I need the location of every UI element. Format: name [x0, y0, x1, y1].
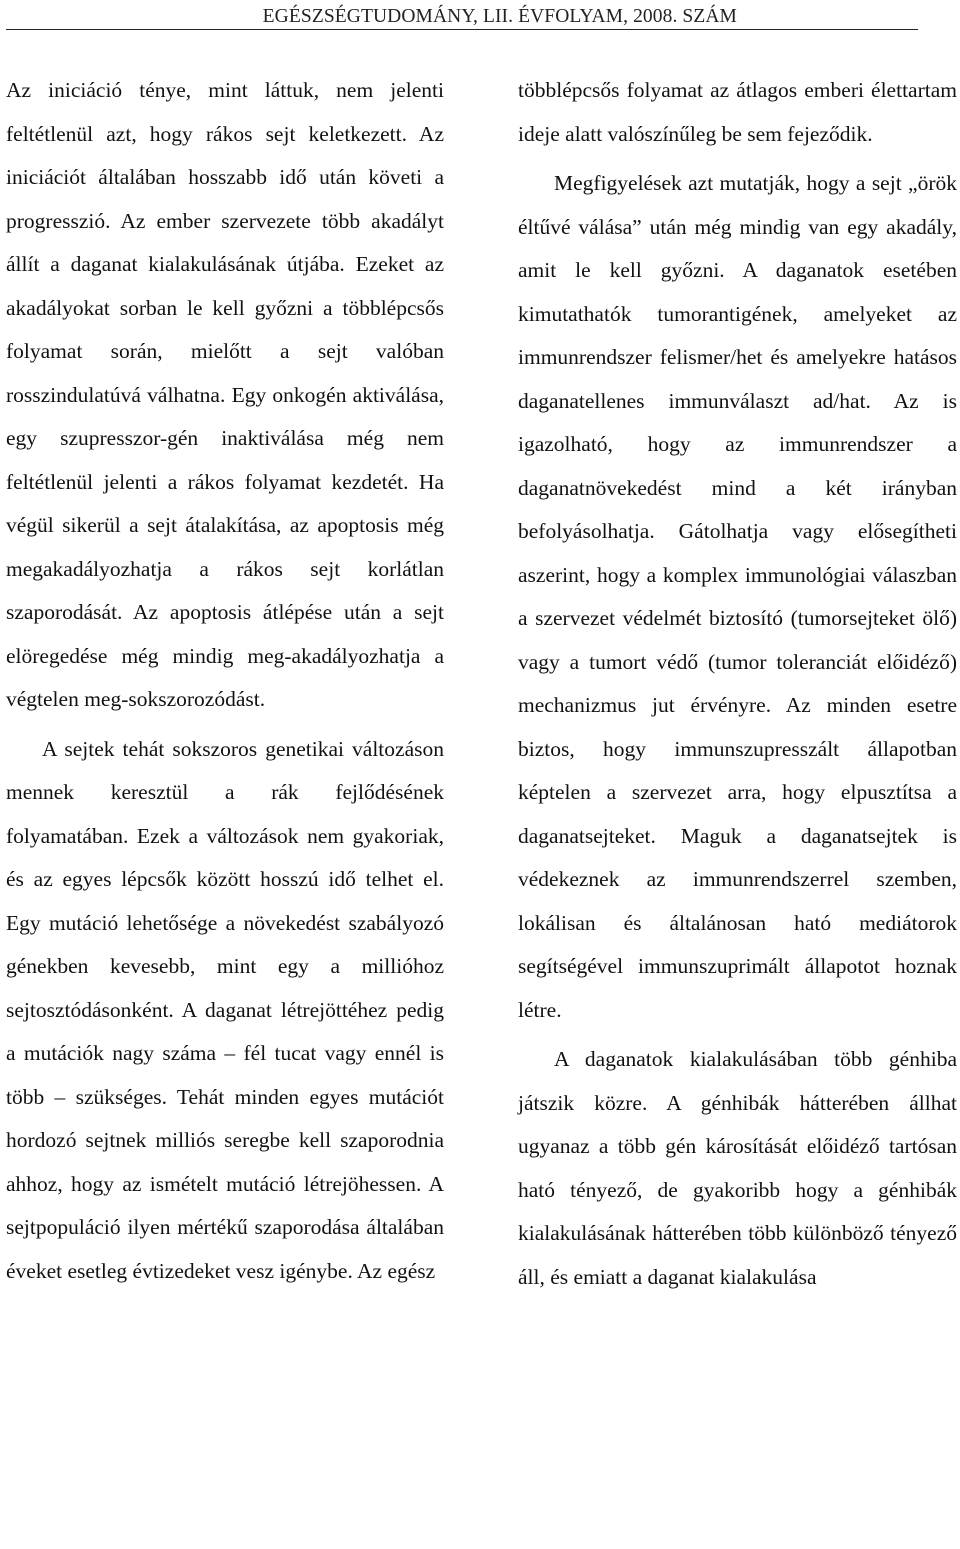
- running-title: EGÉSZSÉGTUDOMÁNY, LII. ÉVFOLYAM, 2008. SZÁM: [262, 6, 737, 27]
- paragraph: többlépcsős folyamat az átlagos emberi élettartam ideje alatt valószínűleg be sem fejeződik.: [518, 78, 957, 146]
- paragraph: Az iniciáció ténye, mint láttuk, nem jelenti feltétlenül azt, hogy rákos sejt keletkezett. Az iniciációt általában hosszabb idő után követi a progresszió. Az ember szervezete több akadályt állít a daganat kialakulásának útjába. Ezeket az akadályokat sorban le kell győzni a többlépcsős folyamat során, mielőtt a sejt valóban rosszindulatúvá válhatna. Egy onkogén aktiválása, egy szupresszor-gén inaktiválása még nem feltétlenül jelenti a rákos folyamat kezdetét. Ha végül sikerül a sejt átalakítása, az apoptosis még megakadályozhatja a rákos sejt korlátlan szaporodását. Az apoptosis átlépése után a sejt elöregedése még mindig meg-akadályozhatja a végtelen meg-sokszorozódást.: [6, 78, 444, 711]
- left-column: [6, 69, 444, 1293]
- page-header: [0, 0, 960, 34]
- right-column: [518, 69, 957, 1299]
- paragraph: A sejtek tehát sokszoros genetikai változáson mennek keresztül a rák fejlődésének folyamatában. Ezek a változások nem gyakoriak, és az egyes lépcsők között hosszú idő telhet el. Egy mutáció lehetősége a növekedést szabályozó génekben kevesebb, mint egy a millióhoz sejtosztódásonként. A daganat létrejöttéhez pedig a mutációk nagy száma – fél tucat vagy ennél is több – szükséges. Tehát minden egyes mutációt hordozó sejtnek milliós seregbe kell szaporodnia ahhoz, hogy az ismételt mutáció létrejöhessen. A sejtpopuláció ilyen mértékű szaporodása általában éveket esetleg évtizedeket vesz igénybe. Az egész: [6, 736, 444, 1283]
- header-rule: [6, 29, 918, 30]
- paragraph: A daganatok kialakulásában több génhiba játszik közre. A génhibák hátterében állhat ugyanaz a több gén károsítását előidéző tartósan ható tényező, de gyakoribb hogy a génhibák kialakulásának hátterében több különböző tényező áll, és emiatt a daganat kialakulása: [518, 1047, 957, 1289]
- paragraph: Megfigyelések azt mutatják, hogy a sejt „örök éltűvé válása” után még mindig van egy akadály, amit le kell győzni. A daganatok esetében kimutathatók tumorantigének, amelyeket az immunrendszer felismer/het és amelyekre hatásos daganatellenes immunválaszt ad/hat. Az is igazolható, hogy az immunrendszer a daganatnövekedést mind a két irányban befolyásolhatja. Gátolhatja vagy elősegítheti aszerint, hogy a komplex immunológiai válaszban a szervezet védelmét biztosító (tumorsejteket ölő) vagy a tumort védő (tumor toleranciát előidéző) mechanizmus jut érvényre. Az minden esetre biztos, hogy immunszupresszált állapotban képtelen a szervezet arra, hogy elpusztítsa a daganatsejteket. Maguk a daganatsejtek is védekeznek az immunrendszerrel szemben, lokálisan és általánosan ható mediátorok segítségével immunszuprimált állapotot hoznak létre.: [518, 171, 957, 1022]
